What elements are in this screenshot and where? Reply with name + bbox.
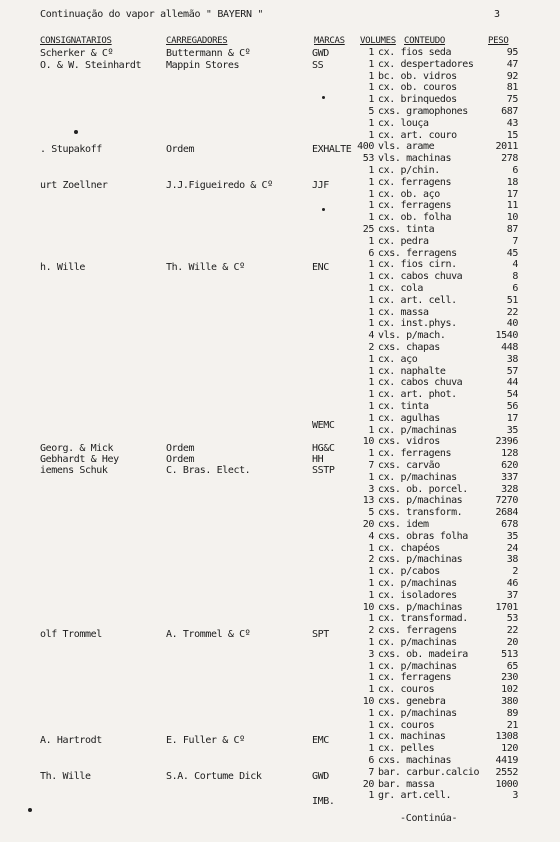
item-quantity: 10 <box>362 602 374 613</box>
item-contents: cx. louça <box>378 118 429 129</box>
page-number: 3 <box>494 9 500 20</box>
group-consignee: Gebhardt & Hey <box>40 454 119 465</box>
group-shipper: Ordem <box>166 443 195 454</box>
item-contents: cx. ferragens <box>378 177 452 188</box>
item-quantity: 1 <box>368 790 374 801</box>
group-marks: WEMC <box>312 420 335 431</box>
item-quantity: 1 <box>368 259 374 270</box>
item-quantity: 1 <box>368 661 374 672</box>
item-contents: cxs. ferragens <box>378 625 457 636</box>
group-marks: GWD <box>312 771 329 782</box>
item-quantity: 1 <box>368 743 374 754</box>
item-contents: cxs. p/machinas <box>378 495 463 506</box>
item-weight: 65 <box>506 661 518 672</box>
item-weight: 40 <box>506 318 518 329</box>
item-quantity: 1 <box>368 295 374 306</box>
item-weight: 81 <box>506 82 518 93</box>
item-weight: 38 <box>506 554 518 565</box>
group-marks: JJF <box>312 180 329 191</box>
item-contents: cx. transformad. <box>378 613 468 624</box>
item-weight: 6 <box>512 283 518 294</box>
item-quantity: 1 <box>368 637 374 648</box>
item-contents: cx. p/cabos <box>378 566 440 577</box>
col-header-weight: PESO <box>488 36 509 46</box>
item-quantity: 20 <box>362 779 374 790</box>
item-quantity: 1 <box>368 177 374 188</box>
item-contents: cxs. p/machinas <box>378 602 463 613</box>
item-quantity: 1 <box>368 731 374 742</box>
item-contents: cx. cabos chuva <box>378 271 463 282</box>
item-quantity: 1 <box>368 590 374 601</box>
item-quantity: 3 <box>368 484 374 495</box>
item-quantity: 4 <box>368 531 374 542</box>
item-weight: 2011 <box>495 141 518 152</box>
item-weight: 92 <box>506 71 518 82</box>
item-quantity: 7 <box>368 767 374 778</box>
item-weight: 95 <box>506 47 518 58</box>
group-marks: ENC <box>312 262 329 273</box>
group-shipper: E. Fuller & Cº <box>166 735 245 746</box>
group-shipper: A. Trommel & Cº <box>166 629 251 640</box>
item-contents: bar. carbur.calcio <box>378 767 480 778</box>
group-marks: SS <box>312 60 324 71</box>
item-weight: 22 <box>506 307 518 318</box>
item-contents: cx. machinas <box>378 731 446 742</box>
group-consignee: Th. Wille <box>40 771 91 782</box>
item-weight: 1000 <box>495 779 518 790</box>
item-weight: 4 <box>512 259 518 270</box>
item-contents: cxs. p/machinas <box>378 554 463 565</box>
item-quantity: 6 <box>368 755 374 766</box>
item-contents: cx. couros <box>378 720 435 731</box>
item-weight: 10 <box>506 212 518 223</box>
item-quantity: 1 <box>368 425 374 436</box>
item-contents: bc. ob. vidros <box>378 71 457 82</box>
item-weight: 24 <box>506 543 518 554</box>
item-quantity: 1 <box>368 200 374 211</box>
group-marks: HH <box>312 454 324 465</box>
item-weight: 18 <box>506 177 518 188</box>
item-weight: 17 <box>506 413 518 424</box>
item-quantity: 10 <box>362 436 374 447</box>
item-quantity: 1 <box>368 283 374 294</box>
item-contents: cx. isoladores <box>378 590 457 601</box>
item-weight: 2 <box>512 566 518 577</box>
item-quantity: 1 <box>368 448 374 459</box>
item-weight: 38 <box>506 354 518 365</box>
group-shipper: C. Bras. Elect. <box>166 465 251 476</box>
item-quantity: 1 <box>368 307 374 318</box>
col-header-contents: CONTEUDO <box>404 36 445 46</box>
item-contents: vls. p/mach. <box>378 330 446 341</box>
item-weight: 37 <box>506 590 518 601</box>
item-quantity: 10 <box>362 696 374 707</box>
item-weight: 2684 <box>495 507 518 518</box>
item-quantity: 1 <box>368 413 374 424</box>
item-weight: 448 <box>501 342 518 353</box>
group-marks: SSTP <box>312 465 335 476</box>
group-shipper: Mappin Stores <box>166 60 240 71</box>
group-consignee: urt Zoellner <box>40 180 108 191</box>
page-title: Continuação do vapor allemão " BAYERN " <box>40 9 264 20</box>
item-quantity: 1 <box>368 318 374 329</box>
item-contents: cxs. obras folha <box>378 531 468 542</box>
item-weight: 43 <box>506 118 518 129</box>
item-weight: 75 <box>506 94 518 105</box>
item-contents: cx. pelles <box>378 743 435 754</box>
item-weight: 22 <box>506 625 518 636</box>
item-weight: 687 <box>501 106 518 117</box>
item-weight: 7270 <box>495 495 518 506</box>
group-consignee: h. Wille <box>40 262 85 273</box>
item-contents: bar. massa <box>378 779 435 790</box>
item-contents: vls. arame <box>378 141 435 152</box>
item-quantity: 1 <box>368 720 374 731</box>
item-quantity: 2 <box>368 625 374 636</box>
item-contents: cx. naphalte <box>378 366 446 377</box>
item-quantity: 1 <box>368 82 374 93</box>
item-quantity: 1 <box>368 94 374 105</box>
item-contents: cx. cabos chuva <box>378 377 463 388</box>
group-consignee: iemens Schuk <box>40 465 108 476</box>
item-contents: cxs. ferragens <box>378 248 457 259</box>
ink-speck <box>28 808 32 812</box>
item-quantity: 2 <box>368 554 374 565</box>
item-quantity: 6 <box>368 248 374 259</box>
item-quantity: 1 <box>368 47 374 58</box>
group-shipper: Buttermann & Cº <box>166 48 251 59</box>
item-quantity: 1 <box>368 130 374 141</box>
item-weight: 89 <box>506 708 518 719</box>
item-contents: cxs. vidros <box>378 436 440 447</box>
item-weight: 20 <box>506 637 518 648</box>
item-quantity: 400 <box>357 141 374 152</box>
item-contents: cx. inst.phys. <box>378 318 457 329</box>
item-weight: 328 <box>501 484 518 495</box>
col-header-shipper: CARREGADORES <box>166 36 228 46</box>
item-quantity: 20 <box>362 519 374 530</box>
item-weight: 1308 <box>495 731 518 742</box>
item-weight: 4419 <box>495 755 518 766</box>
item-contents: cx. fios cirn. <box>378 259 457 270</box>
item-weight: 513 <box>501 649 518 660</box>
group-marks: HG&C <box>312 443 335 454</box>
item-contents: cx. p/chin. <box>378 165 440 176</box>
item-weight: 15 <box>506 130 518 141</box>
item-weight: 8 <box>512 271 518 282</box>
item-quantity: 1 <box>368 236 374 247</box>
item-quantity: 1 <box>368 118 374 129</box>
group-marks: GWD <box>312 48 329 59</box>
item-quantity: 1 <box>368 366 374 377</box>
item-weight: 45 <box>506 248 518 259</box>
item-weight: 56 <box>506 401 518 412</box>
item-contents: cxs. genebra <box>378 696 446 707</box>
item-contents: cx. cola <box>378 283 423 294</box>
item-contents: cx. couros <box>378 684 435 695</box>
item-weight: 678 <box>501 519 518 530</box>
item-quantity: 7 <box>368 460 374 471</box>
item-quantity: 13 <box>362 495 374 506</box>
item-contents: cx. massa <box>378 307 429 318</box>
item-contents: cx. brinquedos <box>378 94 457 105</box>
item-contents: cx. ferragens <box>378 672 452 683</box>
ink-speck <box>74 130 78 134</box>
item-contents: cxs. carvão <box>378 460 440 471</box>
group-shipper: Th. Wille & Cº <box>166 262 245 273</box>
item-contents: cx. art. phot. <box>378 389 457 400</box>
item-contents: cx. ferragens <box>378 448 452 459</box>
item-quantity: 1 <box>368 684 374 695</box>
item-quantity: 1 <box>368 377 374 388</box>
item-quantity: 25 <box>362 224 374 235</box>
group-shipper: S.A. Cortume Dick <box>166 771 262 782</box>
group-marks: EMC <box>312 735 329 746</box>
item-quantity: 1 <box>368 354 374 365</box>
item-quantity: 5 <box>368 106 374 117</box>
item-weight: 620 <box>501 460 518 471</box>
item-contents: cx. despertadores <box>378 59 474 70</box>
item-contents: cx. p/machinas <box>378 425 457 436</box>
item-quantity: 5 <box>368 507 374 518</box>
item-weight: 1701 <box>495 602 518 613</box>
item-contents: cx. art. cell. <box>378 295 457 306</box>
item-quantity: 1 <box>368 271 374 282</box>
item-weight: 1540 <box>495 330 518 341</box>
item-weight: 35 <box>506 531 518 542</box>
item-contents: cx. ferragens <box>378 200 452 211</box>
group-marks: IMB. <box>312 796 335 807</box>
group-shipper: Ordem <box>166 144 195 155</box>
item-quantity: 1 <box>368 613 374 624</box>
item-weight: 3 <box>512 790 518 801</box>
item-quantity: 1 <box>368 165 374 176</box>
item-contents: cxs. idem <box>378 519 429 530</box>
item-quantity: 4 <box>368 330 374 341</box>
item-contents: cx. p/machinas <box>378 472 457 483</box>
item-contents: gr. art.cell. <box>378 790 452 801</box>
item-quantity: 1 <box>368 401 374 412</box>
item-contents: cx. chapéos <box>378 543 440 554</box>
item-contents: cxs. tinta <box>378 224 435 235</box>
item-weight: 120 <box>501 743 518 754</box>
item-quantity: 1 <box>368 543 374 554</box>
group-marks: EXHALTE <box>312 144 352 155</box>
item-contents: cx. p/machinas <box>378 708 457 719</box>
item-weight: 7 <box>512 236 518 247</box>
item-weight: 102 <box>501 684 518 695</box>
item-quantity: 1 <box>368 566 374 577</box>
item-weight: 47 <box>506 59 518 70</box>
item-quantity: 1 <box>368 578 374 589</box>
item-contents: cx. pedra <box>378 236 429 247</box>
item-contents: cxs. ob. madeira <box>378 649 468 660</box>
item-weight: 11 <box>506 200 518 211</box>
item-quantity: 1 <box>368 472 374 483</box>
group-shipper: J.J.Figueiredo & Cº <box>166 180 273 191</box>
group-consignee: O. & W. Steinhardt <box>40 60 142 71</box>
item-quantity: 1 <box>368 672 374 683</box>
item-weight: 54 <box>506 389 518 400</box>
item-weight: 2552 <box>495 767 518 778</box>
item-weight: 21 <box>506 720 518 731</box>
item-weight: 17 <box>506 189 518 200</box>
item-quantity: 1 <box>368 189 374 200</box>
item-contents: cx. aço <box>378 354 418 365</box>
item-weight: 278 <box>501 153 518 164</box>
col-header-volumes: VOLUMES <box>360 36 396 46</box>
continued-note: -Continúa- <box>400 813 458 824</box>
group-consignee: A. Hartrodt <box>40 735 102 746</box>
item-contents: cxs. ob. porcel. <box>378 484 468 495</box>
item-weight: 87 <box>506 224 518 235</box>
group-shipper: Ordem <box>166 454 195 465</box>
item-weight: 6 <box>512 165 518 176</box>
item-contents: cxs. machinas <box>378 755 452 766</box>
ink-speck <box>322 208 325 211</box>
item-weight: 51 <box>506 295 518 306</box>
group-marks: SPT <box>312 629 329 640</box>
item-quantity: 1 <box>368 71 374 82</box>
group-consignee: Scherker & Cº <box>40 48 114 59</box>
item-contents: cx. agulhas <box>378 413 440 424</box>
item-contents: cx. p/machinas <box>378 637 457 648</box>
item-contents: cx. ob. aço <box>378 189 440 200</box>
item-contents: cx. ob. folha <box>378 212 452 223</box>
item-quantity: 53 <box>362 153 374 164</box>
item-weight: 35 <box>506 425 518 436</box>
group-consignee: Georg. & Mick <box>40 443 114 454</box>
item-weight: 380 <box>501 696 518 707</box>
col-header-consignee: CONSIGNATARIOS <box>40 36 112 46</box>
ink-speck <box>322 96 325 99</box>
item-quantity: 1 <box>368 389 374 400</box>
col-header-marks: MARCAS <box>314 36 345 46</box>
item-contents: cx. p/machinas <box>378 661 457 672</box>
item-contents: vls. machinas <box>378 153 452 164</box>
item-quantity: 1 <box>368 708 374 719</box>
group-consignee: olf Trommel <box>40 629 102 640</box>
item-contents: cxs. gramophones <box>378 106 468 117</box>
item-weight: 57 <box>506 366 518 377</box>
item-weight: 53 <box>506 613 518 624</box>
item-contents: cxs. transform. <box>378 507 463 518</box>
group-consignee: . Stupakoff <box>40 144 102 155</box>
item-contents: cx. art. couro <box>378 130 457 141</box>
item-weight: 128 <box>501 448 518 459</box>
item-contents: cx. fios seda <box>378 47 452 58</box>
item-contents: cxs. chapas <box>378 342 440 353</box>
item-weight: 46 <box>506 578 518 589</box>
item-quantity: 1 <box>368 59 374 70</box>
item-contents: cx. ob. couros <box>378 82 457 93</box>
item-contents: cx. tinta <box>378 401 429 412</box>
item-weight: 2396 <box>495 436 518 447</box>
item-quantity: 3 <box>368 649 374 660</box>
item-weight: 337 <box>501 472 518 483</box>
item-contents: cx. p/machinas <box>378 578 457 589</box>
item-weight: 44 <box>506 377 518 388</box>
item-weight: 230 <box>501 672 518 683</box>
item-quantity: 2 <box>368 342 374 353</box>
item-quantity: 1 <box>368 212 374 223</box>
